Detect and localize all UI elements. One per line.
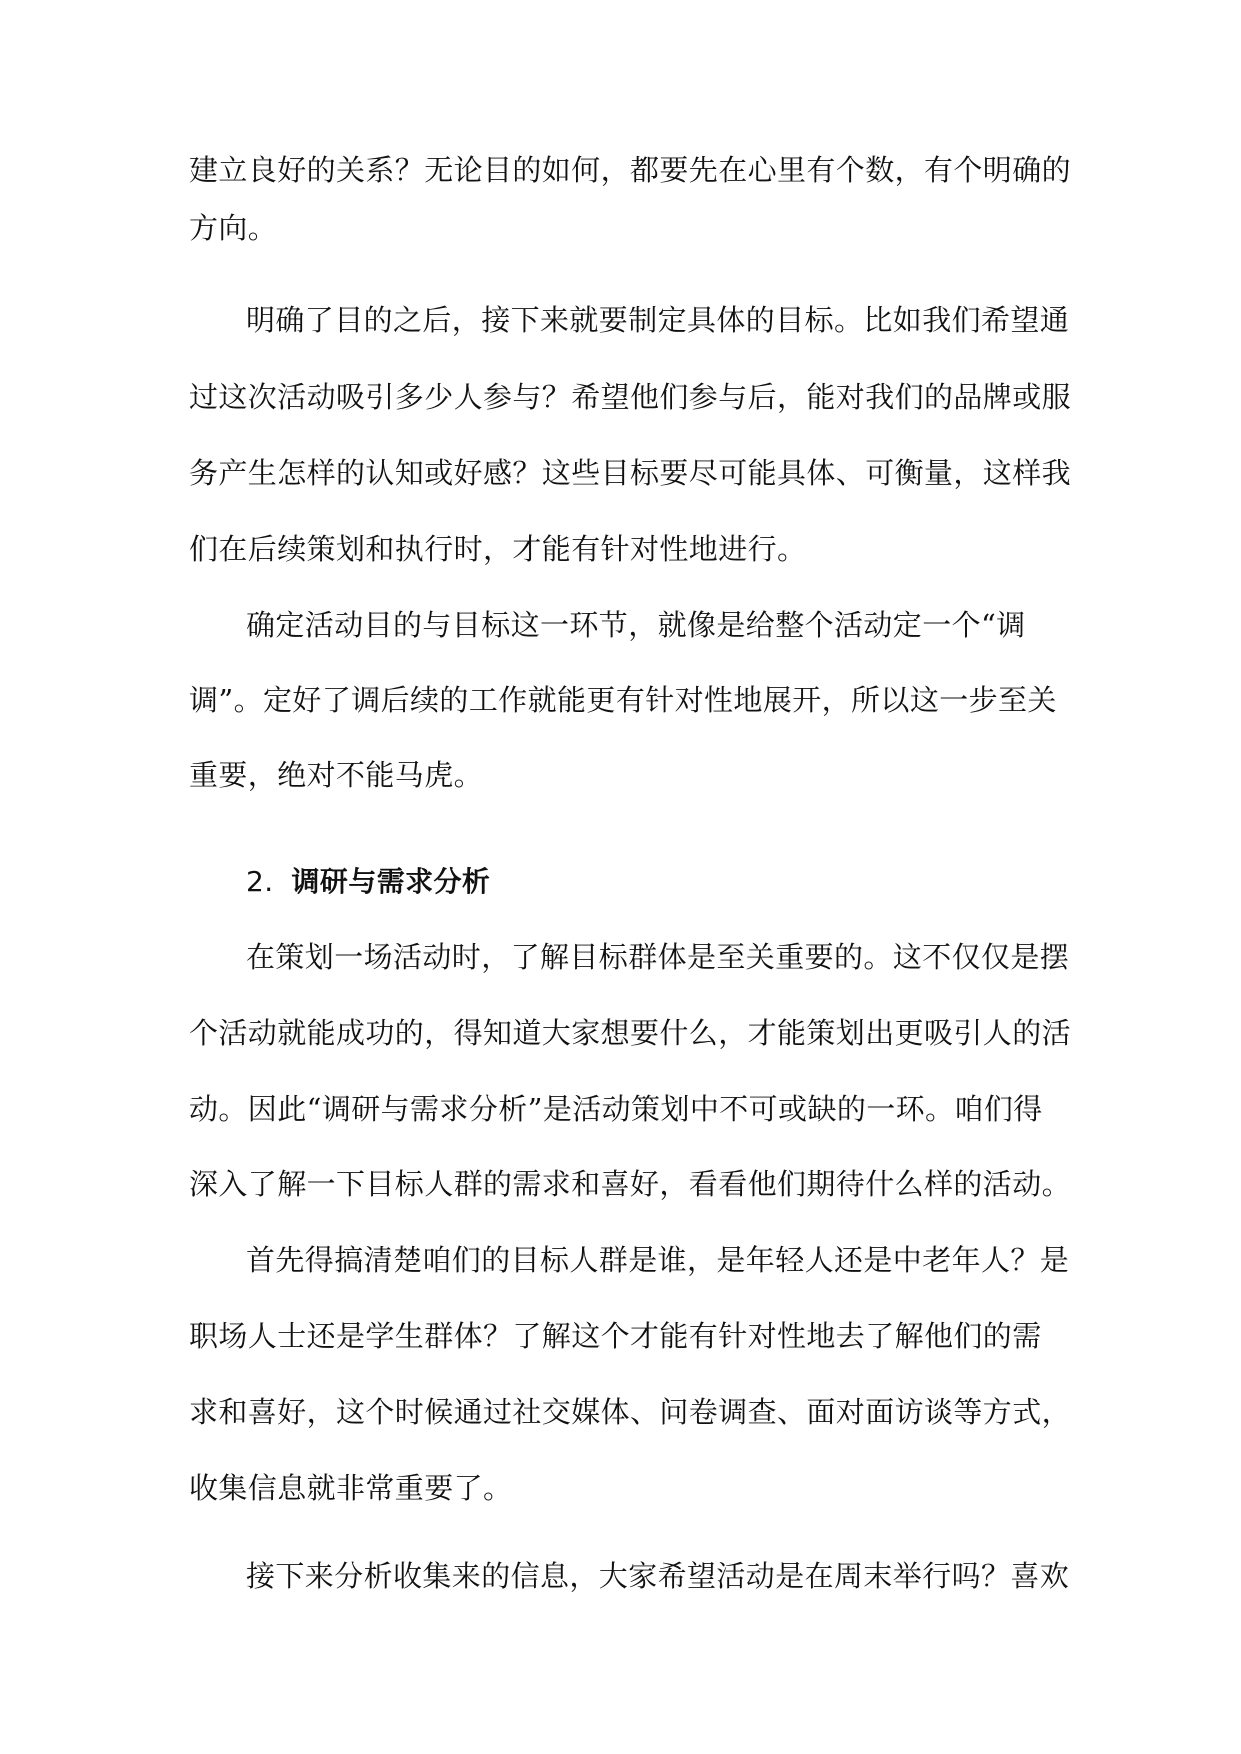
- text-line: 求和喜好，这个时候通过社交媒体、问卷调查、面对面访谈等方式，: [189, 1395, 1072, 1429]
- text-line: 建立良好的关系？无论目的如何，都要先在心里有个数，有个明确的: [189, 153, 1072, 187]
- text-line: 调”。定好了调后续的工作就能更有针对性地展开，所以这一步至关: [189, 683, 1057, 717]
- text-line: 深入了解一下目标人群的需求和喜好，看看他们期待什么样的活动。: [189, 1167, 1072, 1201]
- section-number: 2.: [246, 865, 274, 898]
- text-line: 职场人士还是学生群体？了解这个才能有针对性地去了解他们的需: [189, 1319, 1042, 1353]
- text-line: 个活动就能成功的，得知道大家想要什么，才能策划出更吸引人的活: [189, 1016, 1072, 1050]
- paragraph-first-line: 接下来分析收集来的信息，大家希望活动是在周末举行吗？喜欢: [246, 1559, 1070, 1593]
- text-line: 过这次活动吸引多少人参与？希望他们参与后，能对我们的品牌或服: [189, 380, 1072, 414]
- text-line: 务产生怎样的认知或好感？这些目标要尽可能具体、可衡量，这样我: [189, 456, 1072, 490]
- section-title: 调研与需求分析: [291, 865, 491, 898]
- text-line: 们在后续策划和执行时，才能有针对性地进行。: [189, 532, 807, 566]
- paragraph-first-line: 确定活动目的与目标这一环节，就像是给整个活动定一个“调: [246, 608, 1026, 642]
- section-heading: [246, 862, 490, 902]
- paragraph-first-line: 明确了目的之后，接下来就要制定具体的目标。比如我们希望通: [246, 303, 1070, 337]
- text-line: 重要，绝对不能马虎。: [189, 758, 484, 792]
- text-line: 方向。: [189, 211, 278, 245]
- text-line: 收集信息就非常重要了。: [189, 1471, 513, 1505]
- text-line: 动。因此“调研与需求分析”是活动策划中不可或缺的一环。咱们得: [189, 1092, 1043, 1126]
- paragraph-first-line: 在策划一场活动时，了解目标群体是至关重要的。这不仅仅是摆: [246, 940, 1070, 974]
- paragraph-first-line: 首先得搞清楚咱们的目标人群是谁，是年轻人还是中老年人？是: [246, 1243, 1070, 1277]
